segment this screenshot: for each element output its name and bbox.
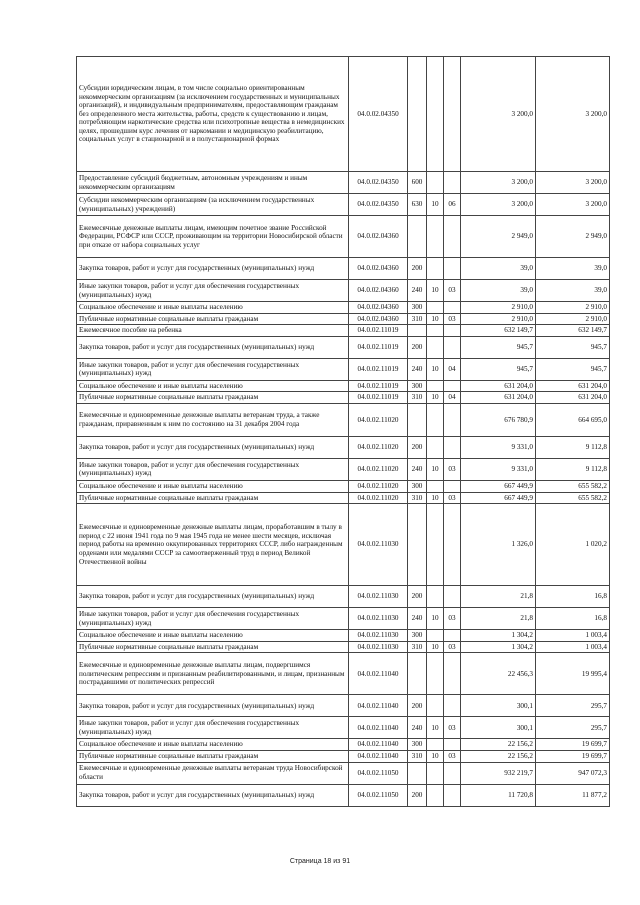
item-name: Публичные нормативные социальные выплаты гражданам (77, 392, 349, 404)
table-row (77, 380, 610, 392)
target-code: 04.0.02.11050 (349, 784, 408, 806)
amount-year-2: 1 003,4 (536, 641, 610, 653)
amount-year-2: 3 200,0 (536, 194, 610, 216)
table-row (77, 750, 610, 762)
table-row (77, 172, 610, 194)
section-code: 10 (427, 608, 444, 630)
target-code: 04.0.02.04360 (349, 302, 408, 314)
expense-type: 310 (408, 641, 427, 653)
section-code (427, 302, 444, 314)
item-name: Закупка товаров, работ и услуг для государственных (муниципальных) нужд (77, 586, 349, 608)
table-row (77, 194, 610, 216)
section-code: 10 (427, 717, 444, 739)
expense-type (408, 762, 427, 784)
subsection-code (444, 762, 461, 784)
amount-year-2: 2 910,0 (536, 302, 610, 314)
expense-type (408, 57, 427, 172)
subsection-code (444, 403, 461, 436)
subsection-code: 04 (444, 358, 461, 380)
item-name: Закупка товаров, работ и услуг для государственных (муниципальных) нужд (77, 436, 349, 458)
target-code: 04.0.02.11040 (349, 739, 408, 751)
table-row (77, 302, 610, 314)
amount-year-1: 300,1 (461, 717, 536, 739)
target-code: 04.0.02.11030 (349, 504, 408, 586)
amount-year-1: 9 331,0 (461, 436, 536, 458)
subsection-code (444, 784, 461, 806)
amount-year-2: 16,8 (536, 586, 610, 608)
target-code: 04.0.02.11020 (349, 492, 408, 504)
subsection-code (444, 630, 461, 642)
amount-year-1: 22 156,2 (461, 739, 536, 751)
item-name: Публичные нормативные социальные выплаты гражданам (77, 313, 349, 325)
target-code: 04.0.02.11030 (349, 630, 408, 642)
expense-type: 240 (408, 280, 427, 302)
section-code (427, 504, 444, 586)
section-code (427, 336, 444, 358)
subsection-code (444, 480, 461, 492)
table-row (77, 653, 610, 695)
subsection-code (444, 216, 461, 258)
section-code (427, 403, 444, 436)
section-code (427, 258, 444, 280)
target-code: 04.0.02.04350 (349, 172, 408, 194)
amount-year-2: 2 949,0 (536, 216, 610, 258)
item-name: Закупка товаров, работ и услуг для государственных (муниципальных) нужд (77, 336, 349, 358)
table-row (77, 717, 610, 739)
expense-type: 240 (408, 458, 427, 480)
section-code (427, 216, 444, 258)
amount-year-1: 22 156,2 (461, 750, 536, 762)
subsection-code (444, 653, 461, 695)
table-row (77, 57, 610, 172)
target-code: 04.0.02.11019 (349, 380, 408, 392)
section-code (427, 380, 444, 392)
amount-year-2: 945,7 (536, 358, 610, 380)
target-code: 04.0.02.11040 (349, 750, 408, 762)
target-code: 04.0.02.11019 (349, 392, 408, 404)
table-row (77, 630, 610, 642)
section-code (427, 436, 444, 458)
subsection-code: 03 (444, 717, 461, 739)
amount-year-2: 631 204,0 (536, 380, 610, 392)
table-row (77, 280, 610, 302)
item-name: Субсидии некоммерческим организациям (за исключением государственных (муниципальных) учреждений) (77, 194, 349, 216)
section-code: 10 (427, 641, 444, 653)
target-code: 04.0.02.11019 (349, 325, 408, 337)
table-row (77, 480, 610, 492)
amount-year-1: 9 331,0 (461, 458, 536, 480)
table-body (77, 57, 610, 807)
expense-type: 600 (408, 172, 427, 194)
target-code: 04.0.02.11019 (349, 358, 408, 380)
table-row (77, 313, 610, 325)
amount-year-2: 1 003,4 (536, 630, 610, 642)
amount-year-1: 300,1 (461, 695, 536, 717)
amount-year-1: 932 219,7 (461, 762, 536, 784)
section-code: 10 (427, 392, 444, 404)
table-row (77, 358, 610, 380)
subsection-code (444, 302, 461, 314)
amount-year-1: 945,7 (461, 358, 536, 380)
expense-type: 310 (408, 492, 427, 504)
section-code: 10 (427, 492, 444, 504)
expense-type: 310 (408, 392, 427, 404)
amount-year-1: 667 449,9 (461, 492, 536, 504)
expense-type: 630 (408, 194, 427, 216)
section-code (427, 586, 444, 608)
expense-type: 200 (408, 436, 427, 458)
expense-type: 240 (408, 717, 427, 739)
amount-year-2: 631 204,0 (536, 392, 610, 404)
target-code: 04.0.02.04350 (349, 194, 408, 216)
section-code (427, 653, 444, 695)
expense-type: 300 (408, 380, 427, 392)
table-row (77, 784, 610, 806)
item-name: Ежемесячные денежные выплаты лицам, имеющим почетное звание Российской Федерации, РСФСР или СССР, проживающим на территории Новосибирской области при отказе от набора социальных услуг (77, 216, 349, 258)
section-code (427, 762, 444, 784)
section-code: 10 (427, 194, 444, 216)
target-code: 04.0.02.04350 (349, 57, 408, 172)
item-name: Ежемесячные и единовременные денежные выплаты лицам, подвергшимся политическим репрессиям и признанным реабилитированными, и лицам, признанным пострадавшими от политических репрессий (77, 653, 349, 695)
section-code (427, 695, 444, 717)
subsection-code: 03 (444, 641, 461, 653)
amount-year-2: 11 877,2 (536, 784, 610, 806)
target-code: 04.0.02.11040 (349, 653, 408, 695)
amount-year-1: 945,7 (461, 336, 536, 358)
budget-table (76, 56, 610, 807)
section-code: 10 (427, 358, 444, 380)
expense-type: 310 (408, 750, 427, 762)
item-name: Закупка товаров, работ и услуг для государственных (муниципальных) нужд (77, 695, 349, 717)
amount-year-2: 295,7 (536, 695, 610, 717)
amount-year-2: 39,0 (536, 258, 610, 280)
amount-year-2: 3 200,0 (536, 172, 610, 194)
expense-type: 200 (408, 586, 427, 608)
item-name: Ежемесячные и единовременные денежные выплаты ветеранам труда Новосибирской области (77, 762, 349, 784)
table-row (77, 586, 610, 608)
amount-year-1: 667 449,9 (461, 480, 536, 492)
item-name: Закупка товаров, работ и услуг для государственных (муниципальных) нужд (77, 258, 349, 280)
target-code: 04.0.02.11030 (349, 641, 408, 653)
subsection-code (444, 325, 461, 337)
subsection-code (444, 504, 461, 586)
amount-year-2: 3 200,0 (536, 57, 610, 172)
target-code: 04.0.02.11040 (349, 717, 408, 739)
target-code: 04.0.02.11020 (349, 436, 408, 458)
amount-year-2: 19 699,7 (536, 739, 610, 751)
amount-year-2: 632 149,7 (536, 325, 610, 337)
amount-year-2: 655 582,2 (536, 480, 610, 492)
section-code (427, 630, 444, 642)
subsection-code (444, 380, 461, 392)
item-name: Публичные нормативные социальные выплаты гражданам (77, 750, 349, 762)
amount-year-1: 2 949,0 (461, 216, 536, 258)
target-code: 04.0.02.04360 (349, 216, 408, 258)
expense-type: 200 (408, 258, 427, 280)
amount-year-1: 22 456,3 (461, 653, 536, 695)
table-row (77, 325, 610, 337)
table-row (77, 608, 610, 630)
amount-year-1: 676 780,9 (461, 403, 536, 436)
expense-type (408, 653, 427, 695)
amount-year-2: 655 582,2 (536, 492, 610, 504)
target-code: 04.0.02.11020 (349, 403, 408, 436)
target-code: 04.0.02.11020 (349, 480, 408, 492)
section-code (427, 784, 444, 806)
subsection-code: 03 (444, 750, 461, 762)
section-code (427, 480, 444, 492)
expense-type (408, 504, 427, 586)
amount-year-2: 39,0 (536, 280, 610, 302)
subsection-code: 03 (444, 492, 461, 504)
expense-type: 300 (408, 302, 427, 314)
amount-year-2: 664 695,0 (536, 403, 610, 436)
amount-year-1: 21,8 (461, 608, 536, 630)
amount-year-2: 9 112,8 (536, 436, 610, 458)
expense-type: 240 (408, 358, 427, 380)
section-code (427, 739, 444, 751)
expense-type: 300 (408, 630, 427, 642)
target-code: 04.0.02.11030 (349, 586, 408, 608)
amount-year-1: 3 200,0 (461, 172, 536, 194)
table-row (77, 739, 610, 751)
expense-type: 300 (408, 739, 427, 751)
item-name: Ежемесячные и единовременные денежные выплаты ветеранам труда, а также гражданам, приравненным к ним по состоянию на 31 декабря 2004 года (77, 403, 349, 436)
item-name: Ежемесячное пособие на ребенка (77, 325, 349, 337)
table-row (77, 436, 610, 458)
table-row (77, 762, 610, 784)
item-name: Социальное обеспечение и иные выплаты населению (77, 480, 349, 492)
item-name: Иные закупки товаров, работ и услуг для обеспечения государственных (муниципальных) нужд (77, 280, 349, 302)
target-code: 04.0.02.04360 (349, 258, 408, 280)
amount-year-2: 947 072,3 (536, 762, 610, 784)
subsection-code (444, 336, 461, 358)
section-code (427, 172, 444, 194)
section-code (427, 57, 444, 172)
table-row (77, 458, 610, 480)
target-code: 04.0.02.04360 (349, 280, 408, 302)
item-name: Публичные нормативные социальные выплаты гражданам (77, 492, 349, 504)
amount-year-2: 9 112,8 (536, 458, 610, 480)
subsection-code (444, 436, 461, 458)
expense-type (408, 325, 427, 337)
amount-year-1: 11 720,8 (461, 784, 536, 806)
item-name: Социальное обеспечение и иные выплаты населению (77, 302, 349, 314)
amount-year-2: 1 020,2 (536, 504, 610, 586)
subsection-code: 04 (444, 392, 461, 404)
amount-year-1: 2 910,0 (461, 313, 536, 325)
subsection-code (444, 258, 461, 280)
item-name: Социальное обеспечение и иные выплаты населению (77, 630, 349, 642)
amount-year-2: 945,7 (536, 336, 610, 358)
expense-type (408, 403, 427, 436)
subsection-code (444, 172, 461, 194)
subsection-code (444, 739, 461, 751)
item-name: Закупка товаров, работ и услуг для государственных (муниципальных) нужд (77, 784, 349, 806)
table-row (77, 504, 610, 586)
target-code: 04.0.02.04360 (349, 313, 408, 325)
amount-year-1: 1 304,2 (461, 641, 536, 653)
amount-year-1: 21,8 (461, 586, 536, 608)
section-code: 10 (427, 750, 444, 762)
table-row (77, 216, 610, 258)
expense-type (408, 216, 427, 258)
item-name: Социальное обеспечение и иные выплаты населению (77, 739, 349, 751)
table-row (77, 392, 610, 404)
section-code: 10 (427, 458, 444, 480)
page-number: Страница 18 из 91 (289, 858, 351, 865)
target-code: 04.0.02.11030 (349, 608, 408, 630)
section-code: 10 (427, 280, 444, 302)
subsection-code (444, 57, 461, 172)
amount-year-1: 2 910,0 (461, 302, 536, 314)
item-name: Иные закупки товаров, работ и услуг для обеспечения государственных (муниципальных) нужд (77, 458, 349, 480)
item-name: Социальное обеспечение и иные выплаты населению (77, 380, 349, 392)
amount-year-1: 632 149,7 (461, 325, 536, 337)
item-name: Субсидии юридическим лицам, в том числе социально ориентированным некоммерческим организациям (за исключением государственных и муниципальных организаций), и индивидуальным предпринимателям, предоставляющим гражданам без определенного места жительства, работы, средств к существованию и лицам, потребляющим наркотические средства или психотропные вещества в немедицинских целях, прошедшим курс лечения от наркомании и медицинскую реабилитацию, социальных услуг в стационарной и в полустационарной формах (77, 57, 349, 172)
amount-year-1: 631 204,0 (461, 392, 536, 404)
table-row (77, 403, 610, 436)
amount-year-1: 39,0 (461, 280, 536, 302)
amount-year-1: 39,0 (461, 258, 536, 280)
subsection-code: 03 (444, 313, 461, 325)
item-name: Публичные нормативные социальные выплаты гражданам (77, 641, 349, 653)
item-name: Иные закупки товаров, работ и услуг для обеспечения государственных (муниципальных) нужд (77, 717, 349, 739)
target-code: 04.0.02.11040 (349, 695, 408, 717)
subsection-code: 06 (444, 194, 461, 216)
amount-year-1: 1 304,2 (461, 630, 536, 642)
subsection-code (444, 586, 461, 608)
amount-year-2: 295,7 (536, 717, 610, 739)
amount-year-2: 2 910,0 (536, 313, 610, 325)
item-name: Предоставление субсидий бюджетным, автономным учреждениям и иным некоммерческим организациям (77, 172, 349, 194)
target-code: 04.0.02.11019 (349, 336, 408, 358)
subsection-code: 03 (444, 608, 461, 630)
amount-year-1: 3 200,0 (461, 194, 536, 216)
amount-year-1: 3 200,0 (461, 57, 536, 172)
subsection-code: 03 (444, 458, 461, 480)
amount-year-2: 16,8 (536, 608, 610, 630)
table-row (77, 641, 610, 653)
amount-year-2: 19 699,7 (536, 750, 610, 762)
amount-year-1: 1 326,0 (461, 504, 536, 586)
expense-type: 300 (408, 480, 427, 492)
table-row (77, 336, 610, 358)
subsection-code (444, 695, 461, 717)
expense-type: 310 (408, 313, 427, 325)
expense-type: 200 (408, 784, 427, 806)
section-code (427, 325, 444, 337)
item-name: Ежемесячные и единовременные денежные выплаты лицам, проработавшим в тылу в период с 22 июня 1941 года по 9 мая 1945 года не менее шести месяцев, исключая период работы на временно оккупированных территориях СССР, либо награжденным орденами или медалями СССР за самоотверженный труд в период Великой Отечественной войны (77, 504, 349, 586)
expense-type: 200 (408, 695, 427, 717)
subsection-code: 03 (444, 280, 461, 302)
item-name: Иные закупки товаров, работ и услуг для обеспечения государственных (муниципальных) нужд (77, 608, 349, 630)
item-name: Иные закупки товаров, работ и услуг для обеспечения государственных (муниципальных) нужд (77, 358, 349, 380)
table-row (77, 695, 610, 717)
amount-year-1: 631 204,0 (461, 380, 536, 392)
table-row (77, 258, 610, 280)
table-row (77, 492, 610, 504)
target-code: 04.0.02.11020 (349, 458, 408, 480)
amount-year-2: 19 995,4 (536, 653, 610, 695)
expense-type: 240 (408, 608, 427, 630)
expense-type: 200 (408, 336, 427, 358)
section-code: 10 (427, 313, 444, 325)
target-code: 04.0.02.11050 (349, 762, 408, 784)
